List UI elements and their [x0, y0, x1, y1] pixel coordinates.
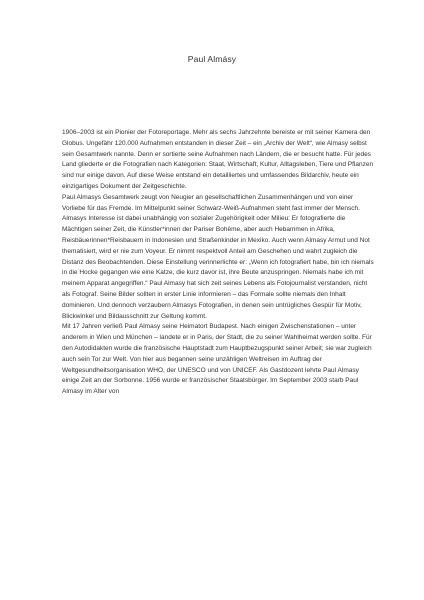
paragraph-biography: Mit 17 Jahren verließ Paul Almasy seine Heimatort Budapest. Nach einigen Zwischenstationen – unter anderem in Wien und München – landete er in Paris, der Stadt, die zu seiner Wahlheimat werden sollte. Für den Autodidakten wurde die französische Hauptstadt zum Hauptbezugspunkt seiner Arbeit; sie war zugleich auch sein Tor zur Welt. Von hier aus begannen seine unzähligen Weltreisen im Auftrag der Weltgesundheitsorganisation WHO, der UNESCO und von UNICEF. Als Gastdozent lehrte Paul Almasy einige Zeit an der Sorbonne. 1956 wurde er französischer Staatsbürger. Im September 2003 starb Paul Almasy im Alter von — [62, 323, 372, 396]
body-text — [62, 128, 376, 398]
paragraph-work: Paul Almasys Gesamtwerk zeugt von Neugier an gesellschaftlichen Zusammenhängen und von einer Vorliebe für das Fremde. Im Mittelpunkt seiner Schwarz-Weiß-Aufnahmen steht fast immer der Mensch. Almasys Interesse ist dabei unabhängig von sozialer Zugehörigkeit oder Milieu: Er fotografierte die Mächtigen seiner Zeit, die Künstler*innen der Pariser Bohème, aber auch Hebammen in Afrika, Reisbäuerinnen*Reisbauern in Indonesien und Straßenkinder in Mexiko. Auch wenn Almasy Armut und Not thematisiert, wird er nie zum Voyeur. Er nimmt respektvoll Anteil am Geschehen und wahrt zugleich die Distanz des Beobachtenden. Diese Einstellung verinnerlichte er: „Wenn ich fotografiert habe, bin ich niemals in die Hocke gegangen wie eine Katze, die kurz davor ist, ihre Beute anzuspringen. Niemals habe ich mit meinem Apparat angegriffen.“ Paul Almasy hat sich zeit seines Lebens als Fotojournalist verstanden, nicht als Fotograf. Seine Bilder sollten in erster Linie informieren – das Formale sollte niemals den Inhalt dominieren. Und dennoch verzaubern Almasys Fotografien, in denen sein untrügliches Gespür für Motiv, Blickwinkel und Bildausschnitt zur Geltung kommt. — [62, 193, 374, 320]
page-title: Paul Almásy — [187, 54, 237, 64]
paragraph-intro: 1906–2003 ist ein Pionier der Fotoreportage. Mehr als sechs Jahrzehnte bereiste er mit seiner Kamera den Globus. Ungefähr 120.000 Aufnahmen entstanden in dieser Zeit – ein „Archiv der Welt“, wie Almasy selbst sein Gesamtwerk nannte. Denn er sortierte seine Aufnahmen nach Ländern, die er besucht hatte. Für jedes Land gliederte er die Fotografien nach Kategorien: Staat, Wirtschaft, Kultur, Alltagsleben, Tiere und Pflanzen sind nur einige davon. Auf diese Weise entstand ein detailliertes und umfassendes Bildarchiv, heute ein einzigartiges Dokument der Zeitgeschichte. — [62, 129, 374, 190]
